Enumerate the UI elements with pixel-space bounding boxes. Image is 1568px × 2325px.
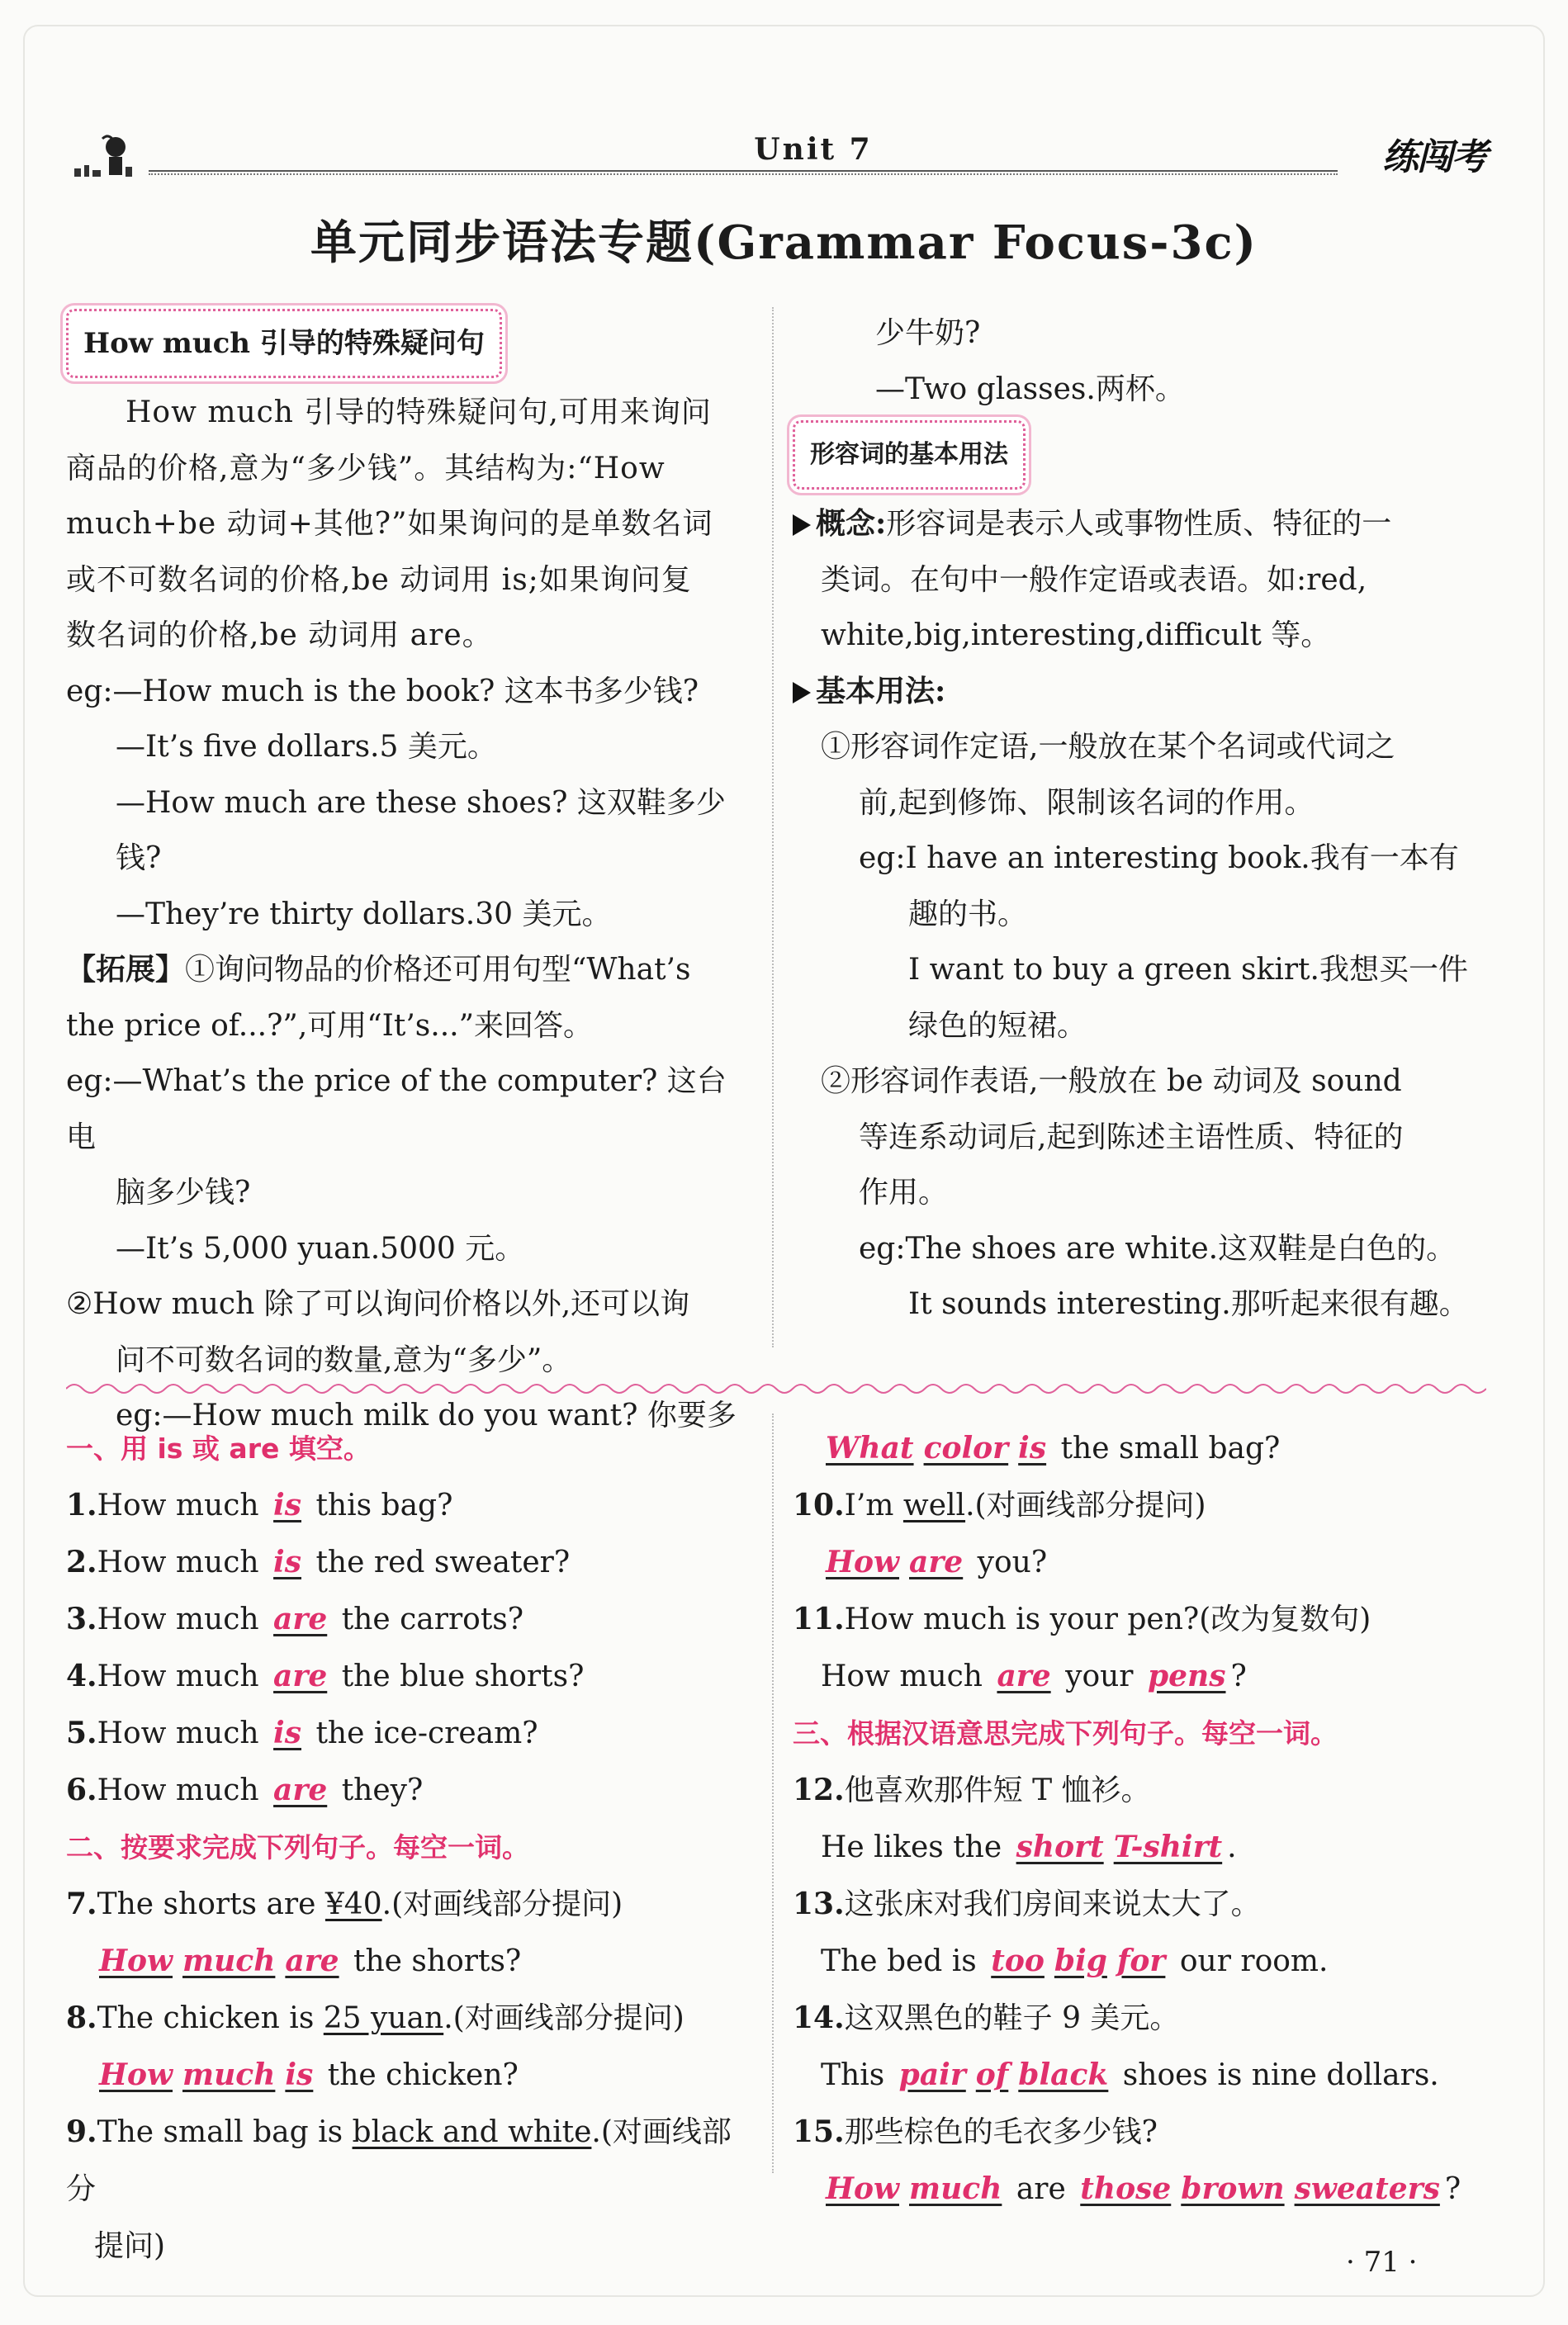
paragraph-line: How much 引导的特殊疑问句,可用来询问 [126, 395, 712, 429]
usage-line: 前,起到修饰、限制该名词的作用。 [859, 785, 1315, 820]
extension-line: the price of...?”,可用“It’s...”来回答。 [66, 1008, 594, 1043]
section-tag-adjectives: 形容词的基本用法 [793, 420, 1026, 490]
concept-line: 类词。在句中一般作定语或表语。如:red, [821, 562, 1367, 597]
question-2: 2.How much is the red sweater? [66, 1545, 571, 1579]
question-4: 4.How much are the blue shorts? [66, 1659, 585, 1693]
column-divider [772, 1413, 774, 2173]
section-heading: 三、根据汉语意思完成下列句子。每空一词。 [793, 1717, 1338, 1750]
exercises-left-column [66, 1420, 751, 2275]
answer-line: How are you? [826, 1545, 1048, 1579]
answer-line: The bed is too big for our room. [821, 1944, 1329, 1978]
extension-line: 【拓展】①询问物品的价格还可用句型“What’s [66, 952, 691, 987]
triangle-bullet-icon [793, 682, 811, 703]
example-line: —Two glasses.两杯。 [875, 372, 1185, 406]
usage-line: ②形容词作表语,一般放在 be 动词及 sound [821, 1064, 1402, 1098]
example-line: 脑多少钱? [116, 1176, 251, 1210]
usage-heading: 基本用法: [793, 664, 1486, 720]
paragraph-line: 或不可数名词的价格,be 动词用 is;如果询问复 [66, 562, 692, 597]
question-8: 8.The chicken is 25 yuan.(对画线部分提问) [66, 2001, 685, 2035]
triangle-bullet-icon [793, 514, 811, 536]
unit-label: Unit 7 [702, 132, 925, 167]
question-1: 1.How much is this bag? [66, 1488, 453, 1522]
question-9-cont: 提问) [94, 2229, 166, 2263]
answer: is [273, 1716, 301, 1750]
example-line: 趣的书。 [908, 897, 1028, 931]
answer: is [273, 1545, 301, 1579]
section-heading: 一、用 is 或 are 填空。 [66, 1432, 371, 1465]
example-line: eg:—How much milk do you want? 你要多 [116, 1399, 737, 1432]
header-rule [149, 170, 1338, 175]
section-heading: 二、按要求完成下列句子。每空一词。 [66, 1831, 529, 1863]
column-divider [772, 307, 774, 1347]
answer: are [273, 1773, 328, 1807]
answer-line: How much are those brown sweaters ? [826, 2171, 1461, 2206]
example-line: eg:The shoes are white.这双鞋是白色的。 [859, 1231, 1457, 1266]
usage-line: 作用。 [859, 1176, 949, 1210]
running-header [66, 132, 1486, 182]
answer-line: How much are your pens ? [821, 1659, 1247, 1693]
answer-line: How much are the shorts? [99, 1944, 522, 1978]
question-15: 15.那些棕色的毛衣多少钱? [793, 2114, 1158, 2149]
example-line: —How much are these shoes? 这双鞋多少钱? [116, 785, 726, 875]
question-12: 12.他喜欢那件短 T 恤衫。 [793, 1773, 1151, 1807]
extension-line: 问不可数名词的数量,意为“多少”。 [116, 1342, 572, 1377]
example-line: —It’s five dollars.5 美元。 [116, 730, 497, 764]
brand-logo: 练闯考 [1382, 136, 1486, 178]
example-line: 少牛奶? [875, 316, 981, 350]
usage-line: ①形容词作定语,一般放在某个名词或代词之 [821, 730, 1395, 764]
paragraph-line: much+be 动词+其他?”如果询问的是单数名词 [66, 507, 713, 541]
example-line: I want to buy a green skirt.我想买一件 [908, 953, 1468, 987]
concept-line: white,big,interesting,difficult 等。 [821, 618, 1331, 652]
example-line: eg:—What’s the price of the computer? 这台电 [66, 1064, 727, 1154]
concept-line: 概念:形容词是表示人或事物性质、特征的一 [793, 496, 1486, 552]
grammar-right-column [793, 305, 1486, 1333]
page-number: · 71 · [1346, 2246, 1418, 2279]
question-14: 14.这双黑色的鞋子 9 美元。 [793, 2001, 1180, 2035]
extension-label: 【拓展】 [66, 952, 186, 987]
answer-line: What color is the small bag? [826, 1431, 1281, 1466]
answer-line: How much is the chicken? [99, 2057, 519, 2092]
question-13: 13.这张床对我们房间来说太大了。 [793, 1887, 1261, 1921]
question-6: 6.How much are they? [66, 1773, 424, 1807]
question-3: 3.How much are the carrots? [66, 1602, 524, 1636]
question-7: 7.The shorts are ¥40.(对画线部分提问) [66, 1887, 623, 1921]
question-11: 11.How much is your pen?(改为复数句) [793, 1602, 1371, 1636]
paragraph-line: 数名词的价格,be 动词用 are。 [66, 618, 493, 652]
example-line: —They’re thirty dollars.30 美元。 [116, 897, 612, 931]
section-tag-how-much: How much 引导的特殊疑问句 [66, 309, 502, 378]
exercises-right-column [793, 1420, 1486, 2218]
grammar-left-column [66, 305, 751, 1444]
header-decoration-icon [66, 132, 140, 182]
paragraph-line: 商品的价格,意为“多少钱”。其结构为:“How [66, 451, 666, 485]
question-5: 5.How much is the ice-cream? [66, 1716, 538, 1750]
usage-line: 等连系动词后,起到陈述主语性质、特征的 [859, 1120, 1404, 1154]
question-10: 10.I’m well.(对画线部分提问) [793, 1488, 1206, 1522]
answer-line: He likes the short T-shirt . [821, 1830, 1237, 1864]
page-title: 单元同步语法专题(Grammar Focus-3c) [310, 215, 1258, 270]
answer: is [273, 1488, 301, 1522]
extension-line: ②How much 除了可以询问价格以外,还可以询 [66, 1287, 690, 1321]
answer-line: This pair of black shoes is nine dollars. [821, 2057, 1439, 2092]
example-line: eg:—How much is the book? 这本书多少钱? [66, 674, 699, 708]
example-line: 绿色的短裙。 [908, 1008, 1087, 1043]
answer: are [273, 1659, 328, 1693]
question-9: 9.The small bag is black and white.(对画线部分 [66, 2114, 732, 2206]
answer: are [273, 1602, 328, 1636]
wavy-separator [66, 1380, 1486, 1397]
example-line: eg:I have an interesting book.我有一本有 [859, 841, 1459, 875]
example-line: —It’s 5,000 yuan.5000 元。 [116, 1231, 525, 1266]
example-line: It sounds interesting.那听起来很有趣。 [908, 1287, 1469, 1321]
